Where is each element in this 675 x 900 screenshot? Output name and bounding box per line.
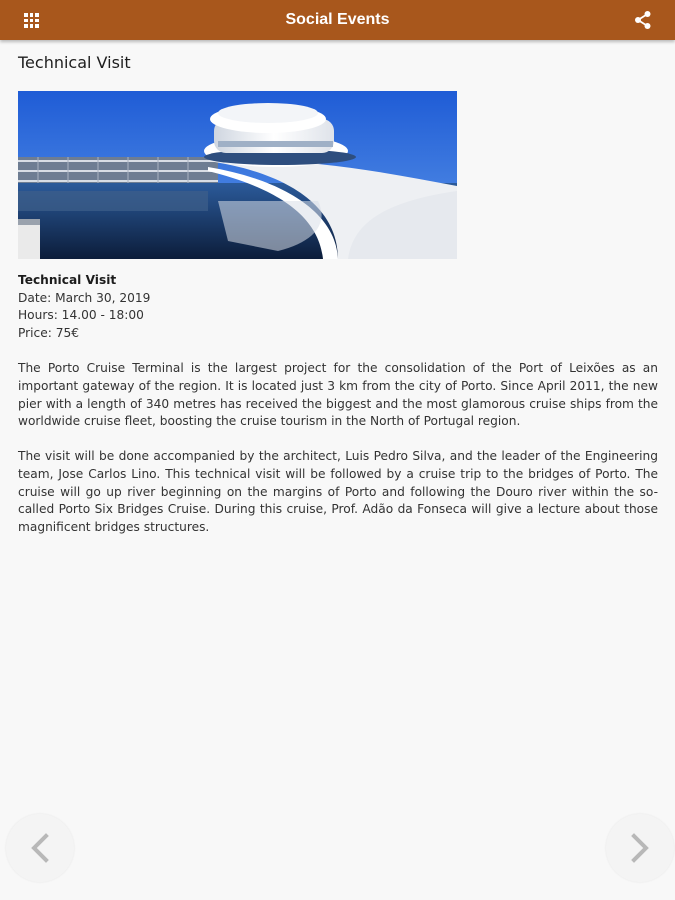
previous-button[interactable] [6, 814, 74, 882]
event-content [18, 40, 658, 535]
share-icon[interactable] [633, 10, 653, 30]
event-hours: Hours: 14.00 - 18:00 [18, 308, 144, 322]
event-name: Technical Visit [18, 273, 117, 287]
event-details [18, 272, 150, 342]
event-photo [18, 91, 457, 259]
app-title: Social Events [285, 11, 390, 28]
app-bar [0, 0, 675, 40]
next-button[interactable] [606, 814, 674, 882]
event-date: Date: March 30, 2019 [18, 290, 151, 305]
chevron-left-icon [26, 832, 54, 864]
event-price: Price: 75€ [18, 325, 79, 340]
description-paragraph-1: The Porto Cruise Terminal is the largest project for the consolidation of the Port of Leixões as an important gateway of the region. It is located just 3 km from the city of Porto. Since April 2011, the new pier with a length of 340 metres has received the biggest and the most glamorous cruise ships from the worldwide cruise fleet, boosting the cruise tourism in the North of Portugal region. [18, 361, 658, 429]
description-paragraph-2: The visit will be done accompanied by the architect, Luis Pedro Silva, and the leader of the Engineering team, Jose Carlos Lino. This technical visit will be followed by a cruise trip to the bridges of Porto. The cruise will go up river beginning on the margins of Porto and following the Douro river within the so-called Porto Six Bridges Cruise. During this cruise, Prof. Adão da Fonseca will give a lecture about those magnificent bridges structures. [18, 449, 658, 535]
page-title: Technical Visit [18, 53, 131, 72]
chevron-right-icon [626, 832, 654, 864]
